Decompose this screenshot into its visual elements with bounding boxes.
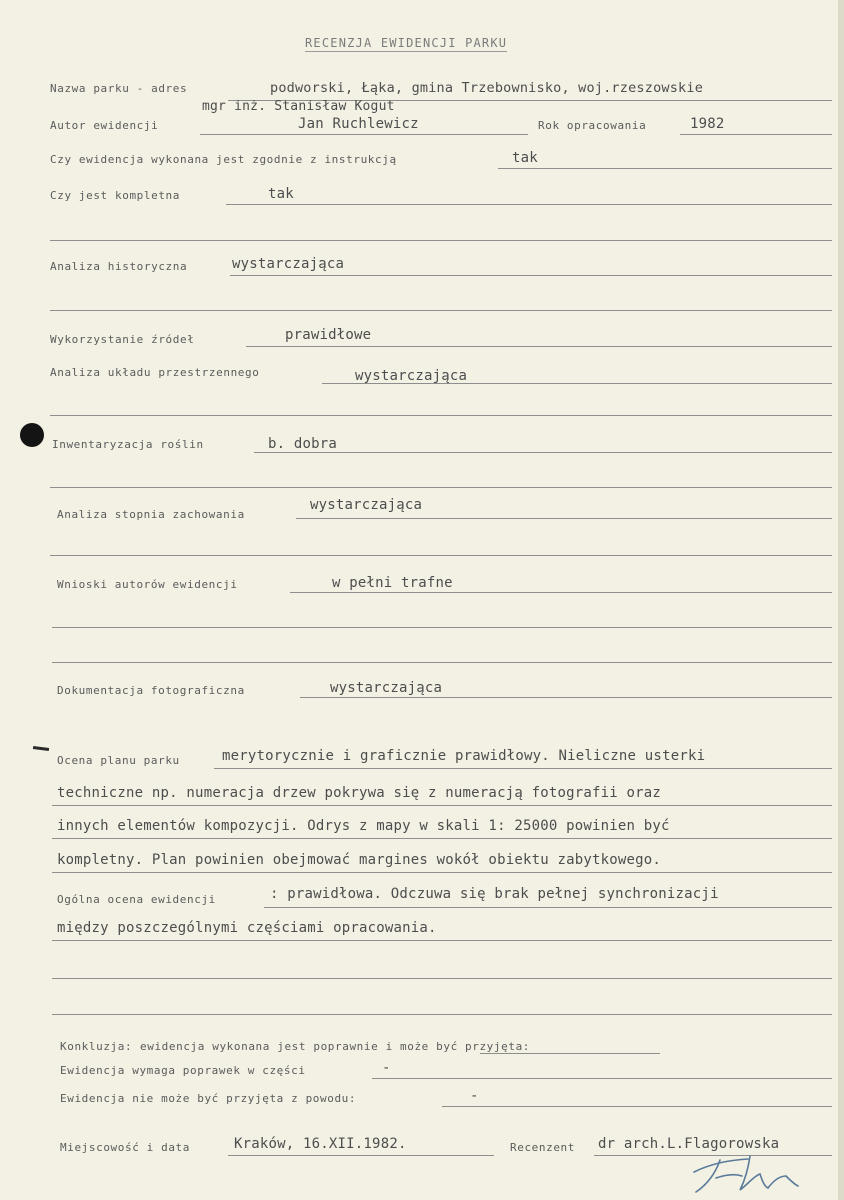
year-label: Rok opracowania [538, 119, 647, 132]
sources-label: Wykorzystanie źródeł [50, 333, 195, 346]
compliance-rule [498, 168, 832, 169]
overall-rule-2 [52, 940, 832, 941]
blank-rule [52, 1014, 832, 1015]
conclusion-underline [480, 1053, 660, 1054]
overall-label: Ogólna ocena ewidencji [57, 893, 216, 906]
corrections-value: - [382, 1060, 391, 1076]
blank-rule [50, 240, 832, 241]
plan-rule-1 [214, 768, 832, 769]
plants-label: Inwentaryzacja roślin [52, 438, 204, 451]
conclusion-option-accepted: ewidencja wykonana jest poprawnie i może być przyjęta: [140, 1040, 531, 1053]
blank-rule [50, 487, 832, 488]
author-rule [200, 134, 528, 135]
form-title: RECENZJA EWIDENCJI PARKU [305, 36, 508, 50]
compliance-label: Czy ewidencja wykonana jest zgodnie z instrukcją [50, 153, 397, 166]
complete-value: tak [268, 186, 294, 202]
reviewer-label: Recenzent [510, 1141, 576, 1154]
plan-line-3: innych elementów kompozycji. Odrys z mapy w skali 1: 25000 powinien być [57, 818, 670, 834]
place-date-value: Kraków, 16.XII.1982. [234, 1136, 407, 1152]
plants-rule [254, 452, 832, 453]
conclusions-value: w pełni trafne [332, 575, 453, 591]
place-date-rule [228, 1155, 494, 1156]
place-date-label: Miejscowość i data [60, 1141, 191, 1154]
rejected-value: - [470, 1088, 479, 1104]
signature-mark [690, 1150, 800, 1196]
historical-rule [230, 275, 832, 276]
conclusions-label: Wnioski autorów ewidencji [57, 578, 238, 591]
plan-line-2: techniczne np. numeracja drzew pokrywa się z numeracją fotografii oraz [57, 785, 662, 801]
plants-value: b. dobra [268, 436, 338, 452]
author-label: Autor ewidencji [50, 119, 159, 132]
conclusion-option-corrections: Ewidencja wymaga poprawek w części [60, 1064, 306, 1077]
reviewer-value: dr arch.L.Flagorowska [598, 1136, 780, 1152]
photo-label: Dokumentacja fotograficzna [57, 684, 245, 697]
blank-rule [50, 555, 832, 556]
conclusions-rule [290, 592, 832, 593]
blank-rule [52, 662, 832, 663]
paper-edge [838, 0, 844, 1200]
year-value: 1982 [690, 116, 725, 132]
overall-rule-1 [264, 907, 832, 908]
rejected-rule [442, 1106, 832, 1107]
park-name-label: Nazwa parku - adres [50, 82, 188, 95]
blank-rule [52, 978, 832, 979]
author-value-2: Jan Ruchlewicz [298, 116, 419, 132]
complete-label: Czy jest kompletna [50, 189, 181, 202]
historical-label: Analiza historyczna [50, 260, 188, 273]
plan-label: Ocena planu parku [57, 754, 180, 767]
spatial-label: Analiza układu przestrzennego [50, 366, 260, 379]
corrections-rule [372, 1078, 832, 1079]
plan-rule-2 [52, 805, 832, 806]
blank-rule [50, 415, 832, 416]
plan-line-4: kompletny. Plan powinien obejmować margines wokół obiektu zabytkowego. [57, 852, 662, 868]
author-value-1: mgr inż. Stanisław Kogut [202, 99, 395, 114]
preservation-value: wystarczająca [310, 497, 423, 513]
park-name-value: podworski, Łąka, gmina Trzebownisko, woj.rzeszowskie [270, 80, 704, 96]
spatial-value: wystarczająca [355, 368, 468, 384]
conclusion-option-rejected: Ewidencja nie może być przyjęta z powodu: [60, 1092, 357, 1105]
sources-value: prawidłowe [285, 327, 372, 343]
historical-value: wystarczająca [232, 256, 345, 272]
photo-value: wystarczająca [330, 680, 443, 696]
ink-blot [20, 423, 44, 447]
year-rule [680, 134, 832, 135]
plan-rule-3 [52, 838, 832, 839]
conclusion-label: Konkluzja: [60, 1040, 133, 1053]
overall-line-1: : prawidłowa. Odczuwa się brak pełnej synchronizacji [270, 886, 719, 902]
blank-rule [52, 627, 832, 628]
preservation-label: Analiza stopnia zachowania [57, 508, 245, 521]
sources-rule [246, 346, 832, 347]
complete-rule [226, 204, 832, 205]
spatial-rule [322, 383, 832, 384]
margin-mark [33, 746, 49, 751]
plan-line-1: merytorycznie i graficznie prawidłowy. Nieliczne usterki [222, 748, 706, 764]
preservation-rule [296, 518, 832, 519]
overall-line-2: między poszczególnymi częściami opracowania. [57, 920, 437, 936]
plan-rule-4 [52, 872, 832, 873]
compliance-value: tak [512, 150, 538, 166]
blank-rule [50, 310, 832, 311]
photo-rule [300, 697, 832, 698]
